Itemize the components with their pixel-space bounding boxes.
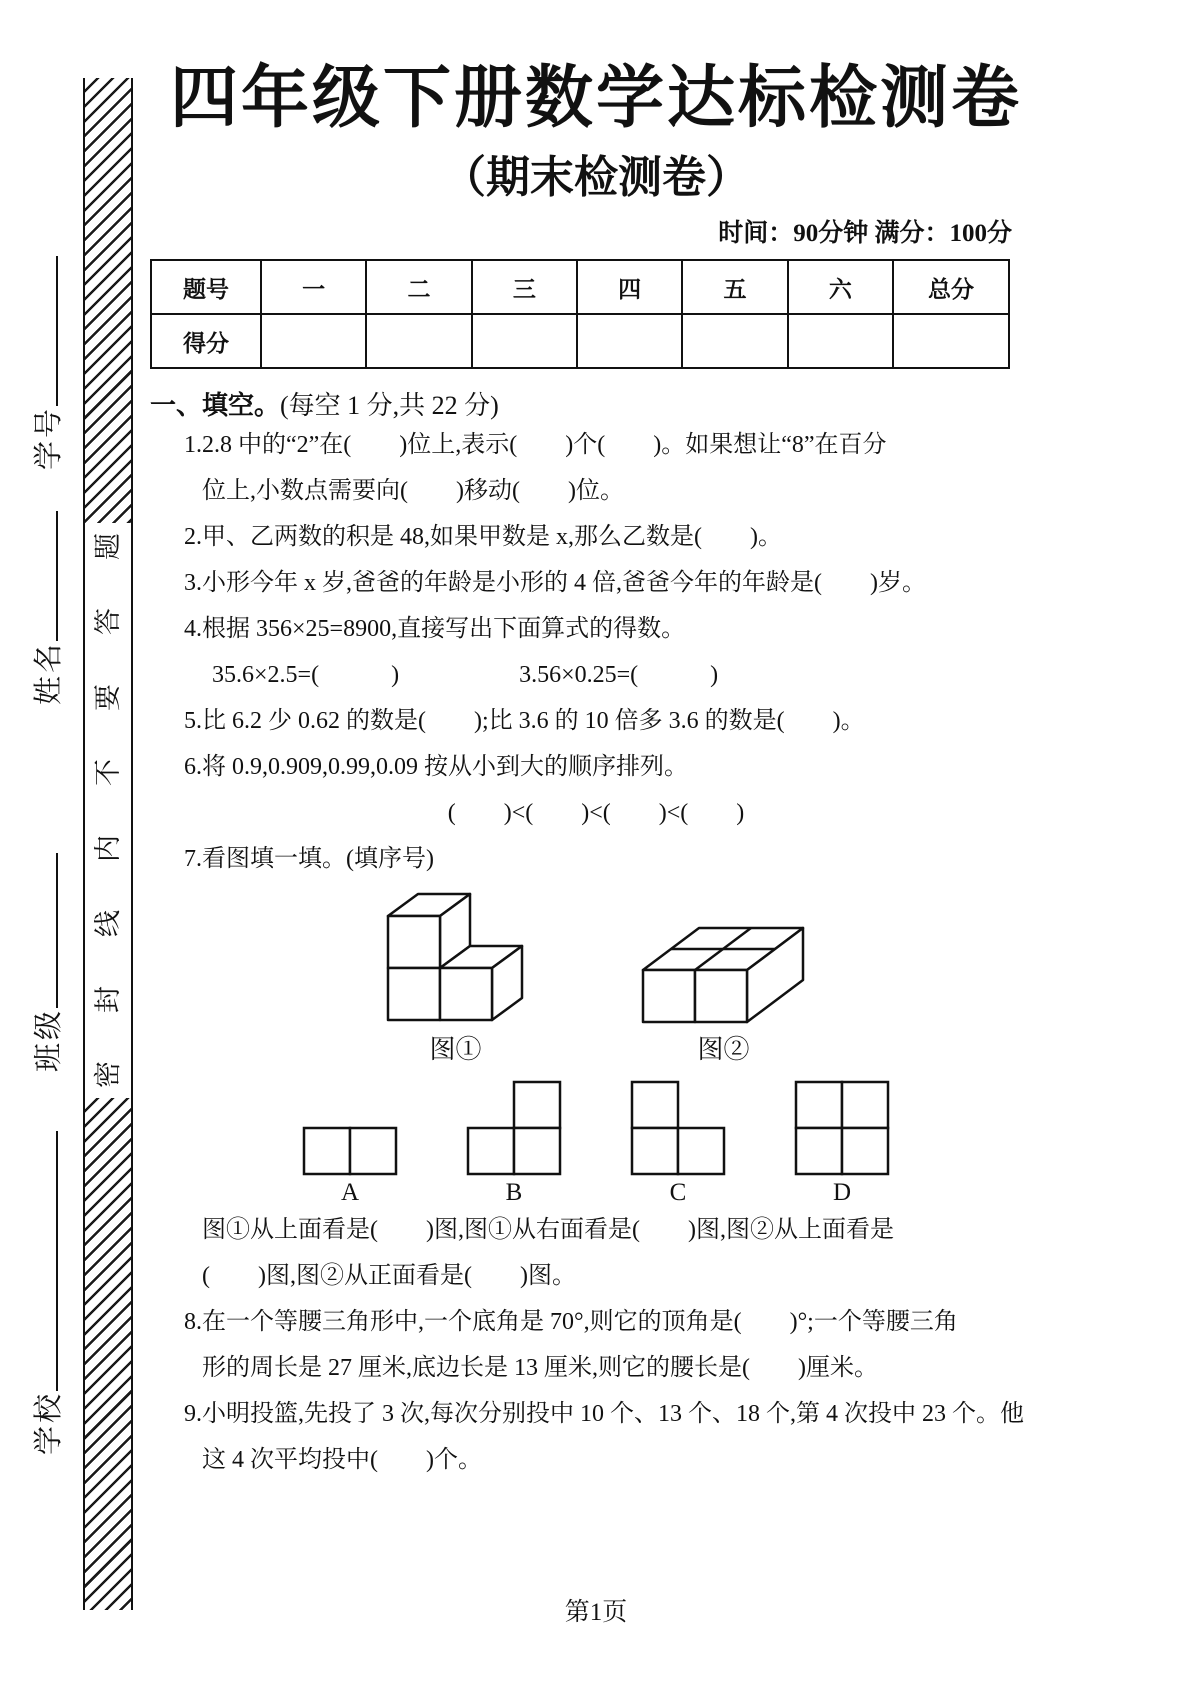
score-empty-cell	[577, 314, 682, 368]
class-blank-line	[30, 853, 58, 1008]
option-c-block	[630, 1080, 726, 1207]
student-field-student-number	[26, 256, 67, 470]
score-empty-cell	[472, 314, 577, 368]
student-number-label: 学号	[33, 405, 65, 470]
score-table	[150, 259, 1010, 369]
question-7-options	[150, 1080, 1042, 1207]
cube-figure-2	[641, 918, 807, 1024]
hatch-pattern-top	[85, 78, 131, 523]
score-table-cell: 五	[682, 260, 787, 314]
class-label: 班级	[33, 1007, 65, 1072]
page-footer: 第1页	[564, 1599, 628, 1626]
figure-1-caption: 图①	[429, 1035, 482, 1064]
seal-char: 封	[92, 985, 123, 1013]
score-row-label: 得分	[151, 314, 261, 368]
score-empty-cell	[893, 314, 1009, 368]
section-heading-main: 一、填空。	[150, 391, 281, 420]
score-table-header-row	[151, 260, 1009, 314]
score-table-cell: 总分	[893, 260, 1009, 314]
score-table-cell: 一	[261, 260, 366, 314]
option-label-d: D	[832, 1179, 852, 1206]
name-blank-line	[30, 511, 58, 641]
question-5: 5.比 6.2 少 0.62 的数是( );比 3.6 的 10 倍多 3.6 的数是( )。	[184, 708, 865, 734]
option-shape-b	[466, 1080, 562, 1176]
seal-char: 不	[92, 759, 123, 787]
question-4-equation-right: 3.56×0.25=( )	[519, 662, 719, 688]
score-empty-cell	[682, 314, 787, 368]
question-9-line-1: 9.小明投篮,先投了 3 次,每次分别投中 10 个、13 个、18 个,第 4 次投中 23 个。他	[184, 1401, 1024, 1427]
section-heading-note: (每空 1 分,共 22 分)	[280, 391, 499, 420]
question-9-line-2: 这 4 次平均投中( )个。	[202, 1447, 482, 1473]
seal-char: 内	[92, 834, 123, 862]
question-4-equations	[150, 652, 1042, 698]
question-3: 3.小形今年 x 岁,爸爸的年龄是小形的 4 倍,爸爸今年的年龄是( )岁。	[184, 570, 926, 596]
score-table-score-row	[151, 314, 1009, 368]
question-7: 7.看图填一填。(填序号)	[184, 846, 434, 872]
name-label: 姓名	[33, 640, 65, 705]
score-empty-cell	[788, 314, 893, 368]
score-table-cell: 四	[577, 260, 682, 314]
option-shape-a	[302, 1126, 398, 1176]
score-table-cell: 六	[788, 260, 893, 314]
question-4: 4.根据 356×25=8900,直接写出下面算式的得数。	[184, 616, 686, 642]
question-7-answer-line-2: ( )图,图②从正面看是( )图。	[202, 1263, 576, 1289]
question-7-answer-line-1: 图①从上面看是( )图,图①从右面看是( )图,图②从上面看是	[202, 1217, 894, 1243]
option-label-a: A	[340, 1179, 360, 1206]
hatch-pattern-bottom	[85, 1098, 131, 1610]
question-8-line-2: 形的周长是 27 厘米,底边长是 13 厘米,则它的腰长是( )厘米。	[202, 1355, 878, 1381]
exam-page	[150, 56, 1042, 1483]
student-field-name	[26, 511, 67, 705]
score-empty-cell	[261, 314, 366, 368]
question-7-figures	[150, 892, 1042, 1066]
exam-subtitle: （期末检测卷）	[442, 153, 750, 202]
seal-char: 密	[92, 1060, 123, 1088]
option-d-block	[794, 1080, 890, 1207]
score-table-cell: 二	[366, 260, 471, 314]
option-label-c: C	[669, 1179, 687, 1206]
cube-figure-1	[386, 892, 526, 1024]
student-field-class	[26, 853, 67, 1072]
student-field-school	[26, 1131, 67, 1455]
figure-2-caption: 图②	[697, 1035, 750, 1064]
question-8-line-1: 8.在一个等腰三角形中,一个底角是 70°,则它的顶角是( )°;一个等腰三角	[184, 1309, 958, 1335]
seal-char: 要	[92, 683, 123, 711]
score-empty-cell	[366, 314, 471, 368]
seal-char: 线	[92, 910, 123, 938]
seal-char: 答	[92, 608, 123, 636]
question-6: 6.将 0.9,0.909,0.99,0.09 按从小到大的顺序排列。	[184, 754, 688, 780]
option-shape-c	[630, 1080, 726, 1176]
question-1-line-2: 位上,小数点需要向( )移动( )位。	[202, 478, 624, 504]
figure-1-block	[386, 892, 526, 1066]
seal-margin-strip	[83, 78, 133, 1610]
score-table-cell: 题号	[151, 260, 261, 314]
page-title: 四年级下册数学达标检测卷	[169, 60, 1022, 136]
question-1-line-1: 1.2.8 中的“2”在( )位上,表示( )个( )。如果想让“8”在百分	[184, 432, 887, 458]
score-table-cell: 三	[472, 260, 577, 314]
question-2: 2.甲、乙两数的积是 48,如果甲数是 x,那么乙数是( )。	[184, 524, 782, 550]
seal-char: 题	[92, 533, 123, 560]
school-label: 学校	[33, 1390, 65, 1455]
option-label-b: B	[505, 1179, 523, 1206]
question-6-ordering-blanks: ( )<( )<( )<( )	[447, 800, 745, 826]
seal-line-text	[85, 523, 131, 1098]
option-shape-d	[794, 1080, 890, 1176]
option-a-block	[302, 1126, 398, 1207]
figure-2-block	[641, 918, 807, 1066]
option-b-block	[466, 1080, 562, 1207]
time-and-score-info: 时间：90分钟 满分：100分	[718, 220, 1012, 247]
school-blank-line	[30, 1131, 58, 1391]
student-number-blank-line	[30, 256, 58, 406]
section-heading	[150, 385, 1042, 422]
question-4-equation-left: 35.6×2.5=( )	[212, 662, 400, 688]
